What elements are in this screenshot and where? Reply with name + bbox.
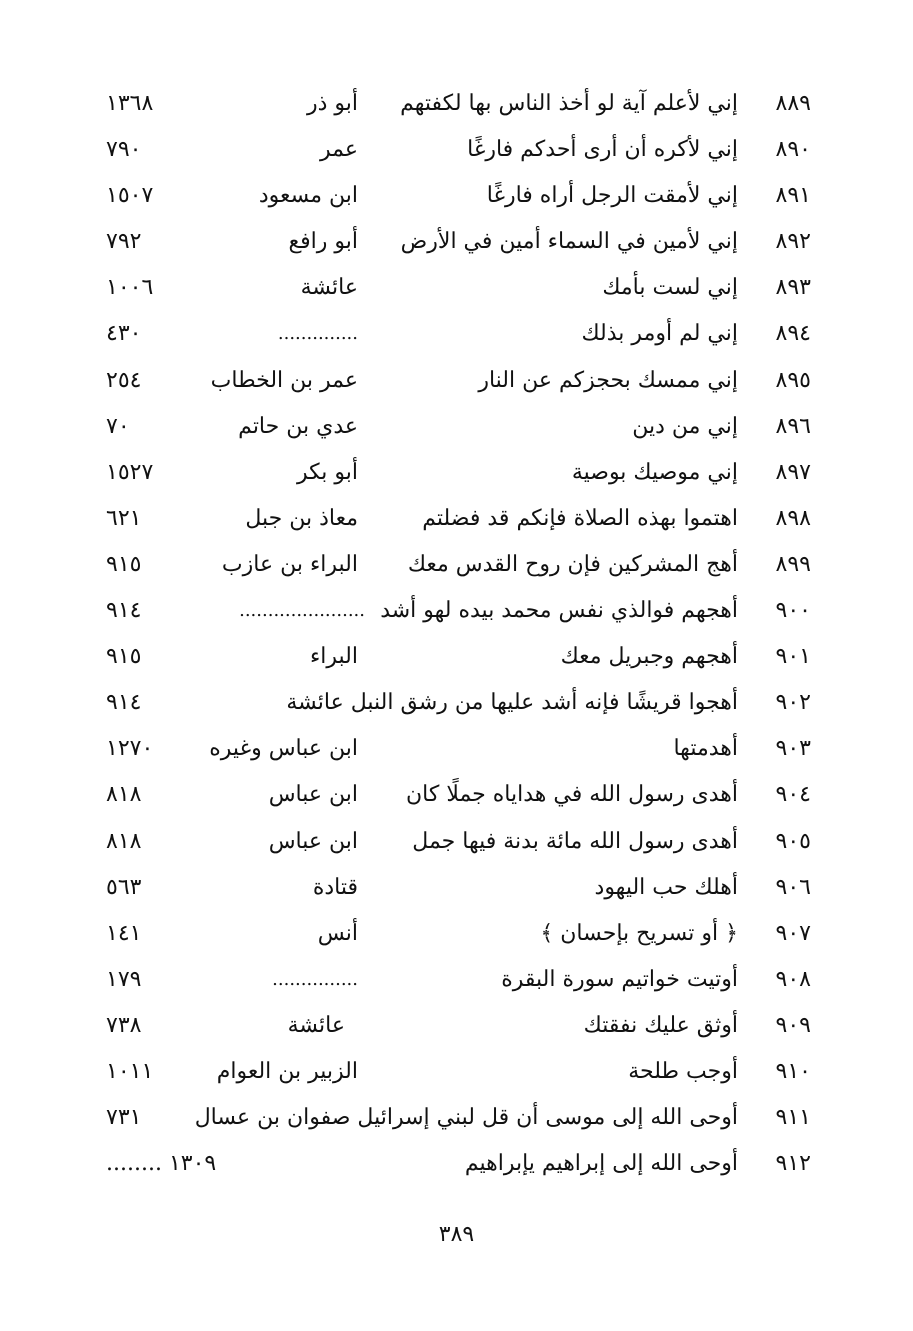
index-entry [0, 912, 913, 958]
index-entry [0, 958, 913, 1004]
reference-number: ٧٣٨ [106, 1012, 142, 1038]
index-entry [0, 589, 913, 635]
index-entry [0, 82, 913, 128]
hadith-text: إني من دين [632, 413, 738, 439]
entry-number: ٨٩٦ [775, 413, 811, 439]
narrator: .............. [277, 323, 358, 345]
reference-number: ٩١٥ [106, 644, 142, 670]
reference-number: ١٧٩ [106, 966, 142, 992]
hadith-text: إني لأمين في السماء أمين في الأرض [400, 229, 738, 255]
reference-number: ١٢٧٠ [106, 736, 154, 762]
reference-number: ١٥٢٧ [106, 459, 154, 485]
index-entry [0, 405, 913, 451]
reference-number: ٨١٨ [106, 828, 142, 854]
narrator: عائشة [300, 275, 358, 301]
entry-number: ٨٩٩ [775, 551, 811, 577]
entry-number: ٩١١ [775, 1105, 811, 1131]
index-entry [0, 1004, 913, 1050]
narrator: ابن مسعود [258, 183, 358, 209]
index-entry [0, 497, 913, 543]
index-entry [0, 543, 913, 589]
entry-number: ٨٨٩ [775, 91, 811, 116]
reference-number: ٤٣٠ [106, 321, 142, 347]
entry-number: ٩٠٥ [775, 828, 811, 854]
index-entry [0, 635, 913, 681]
narrator: عمر [320, 137, 358, 163]
reference-number: ١٤١ [106, 920, 142, 946]
entry-number: ٨٩٠ [775, 137, 811, 163]
index-entry [0, 359, 913, 405]
hadith-text: أهدى رسول الله في هداياه جملًا كان [406, 782, 738, 808]
reference-number: ٥٦٣ [106, 874, 142, 900]
index-entry [0, 1096, 913, 1142]
index-entry [0, 128, 913, 174]
narrator: ...................... [239, 600, 365, 622]
reference-number: ٧٣١ [106, 1105, 142, 1131]
hadith-text: إني لأكره أن أرى أحدكم فارغًا [467, 137, 738, 163]
narrator: ابن عباس وغيره [209, 736, 358, 762]
entry-number: ٩٠٢ [775, 690, 811, 716]
narrator: عدي بن حاتم [238, 413, 358, 439]
reference-number: ٨١٨ [106, 782, 142, 808]
index-entry [0, 174, 913, 220]
entry-number: ٩٠٧ [775, 920, 811, 946]
narrator: ............... [272, 968, 358, 990]
index-entry [0, 773, 913, 819]
entry-number: ٩٠٤ [775, 782, 811, 808]
entry-number: ٨٩٧ [775, 459, 811, 485]
entry-number: ٨٩١ [775, 183, 811, 209]
hadith-text: إني ممسك بحجزكم عن النار [478, 367, 738, 393]
narrator: ابن عباس [268, 782, 358, 808]
entry-number: ٩٠٣ [775, 736, 811, 762]
reference-number: ٧٩٢ [106, 229, 142, 255]
narrator: الزبير بن العوام [216, 1058, 358, 1084]
hadith-text: اهتموا بهذه الصلاة فإنكم قد فضلتم [422, 505, 738, 531]
hadith-text: إني لأمقت الرجل أراه فارغًا [486, 183, 738, 209]
reference-number: ٧٩٠ [106, 137, 142, 163]
reference-number: ٢٥٤ [106, 367, 142, 393]
entry-number: ٨٩٣ [775, 275, 811, 301]
reference-number: ٩١٥ [106, 551, 142, 577]
narrator: عمر بن الخطاب [210, 367, 358, 393]
hadith-text: إني لست بأمك [602, 275, 738, 301]
narrator: معاذ بن جبل [245, 505, 358, 531]
index-entry [0, 1050, 913, 1096]
reference-number: ٦٢١ [106, 505, 142, 531]
index-entry [0, 866, 913, 912]
hadith-text: أهدى رسول الله مائة بدنة فيها جمل [412, 828, 738, 854]
hadith-text: إني لأعلم آية لو أخذ الناس بها لكفتهم [400, 91, 738, 116]
entry-number: ٩٠٦ [775, 874, 811, 900]
entry-number: ٩٠٨ [775, 966, 811, 992]
hadith-text: أهج المشركين فإن روح القدس معك [407, 551, 738, 577]
entry-number: ٩١٢ [775, 1151, 811, 1177]
index-entry [0, 451, 913, 497]
index-entry [0, 820, 913, 866]
reference-number: ١٥٠٧ [106, 183, 154, 209]
reference-number: ٧٠ [106, 413, 130, 439]
index-entry [0, 220, 913, 266]
hadith-text: أوجب طلحة [628, 1058, 738, 1084]
reference-number: ١٠٠٦ [106, 275, 154, 301]
narrator: عائشة [287, 1012, 345, 1038]
reference-number: ١٠١١ [106, 1058, 154, 1084]
index-entry [0, 266, 913, 312]
hadith-text: أهجهم وجبريل معك [560, 644, 738, 670]
hadith-text: أوحى الله إلى إبراهيم يإبراهيم [464, 1151, 738, 1177]
page-number: ٣٨٩ [438, 1222, 475, 1247]
index-entry [0, 312, 913, 358]
hadith-text: أهجهم فوالذي نفس محمد بيده لهو أشد [380, 598, 738, 624]
narrator: أنس [317, 920, 358, 946]
narrator: أبو رافع [288, 229, 358, 255]
entry-number: ٨٩٢ [775, 229, 811, 255]
reference-number: ٩١٤ [106, 598, 142, 624]
entry-number: ٩٠٠ [775, 598, 811, 624]
entry-number: ٩٠٩ [775, 1012, 811, 1038]
hadith-text: أوحى الله إلى موسى أن قل لبني إسرائيل صفوان بن عسال [194, 1105, 738, 1131]
index-entry [0, 727, 913, 773]
hadith-text: ﴿ أو تسريح بإحسان ﴾ [540, 920, 738, 946]
narrator: البراء بن عازب [221, 551, 358, 577]
narrator: أبو بكر [296, 459, 358, 485]
narrator: ابن عباس [268, 828, 358, 854]
hadith-text: إني موصيك بوصية [571, 459, 738, 485]
hadith-text: أهلك حب اليهود [594, 874, 738, 900]
narrator: البراء [309, 644, 358, 670]
entry-number: ٩٠١ [775, 644, 811, 670]
reference-number: ٩١٤ [106, 690, 142, 716]
index-entry [0, 681, 913, 727]
entry-number: ٨٩٤ [775, 321, 811, 347]
index-table [0, 82, 913, 1188]
reference-number: ١٣٦٨ [106, 91, 154, 116]
narrator: أبو ذر [306, 91, 358, 116]
reference-number: ........ ١٣٠٩ [106, 1151, 217, 1177]
hadith-text: أوتيت خواتيم سورة البقرة [501, 966, 738, 992]
narrator: قتادة [312, 874, 358, 900]
entry-number: ٩١٠ [775, 1058, 811, 1084]
hadith-text: أهدمتها [673, 736, 738, 762]
hadith-text: أوثق عليك نفقتك [583, 1012, 738, 1038]
hadith-text: أهجوا قريشًا فإنه أشد عليها من رشق النبل عائشة [286, 690, 738, 716]
entry-number: ٨٩٥ [775, 367, 811, 393]
hadith-text: إني لم أومر بذلك [581, 321, 738, 347]
entry-number: ٨٩٨ [775, 505, 811, 531]
index-entry [0, 1142, 913, 1188]
